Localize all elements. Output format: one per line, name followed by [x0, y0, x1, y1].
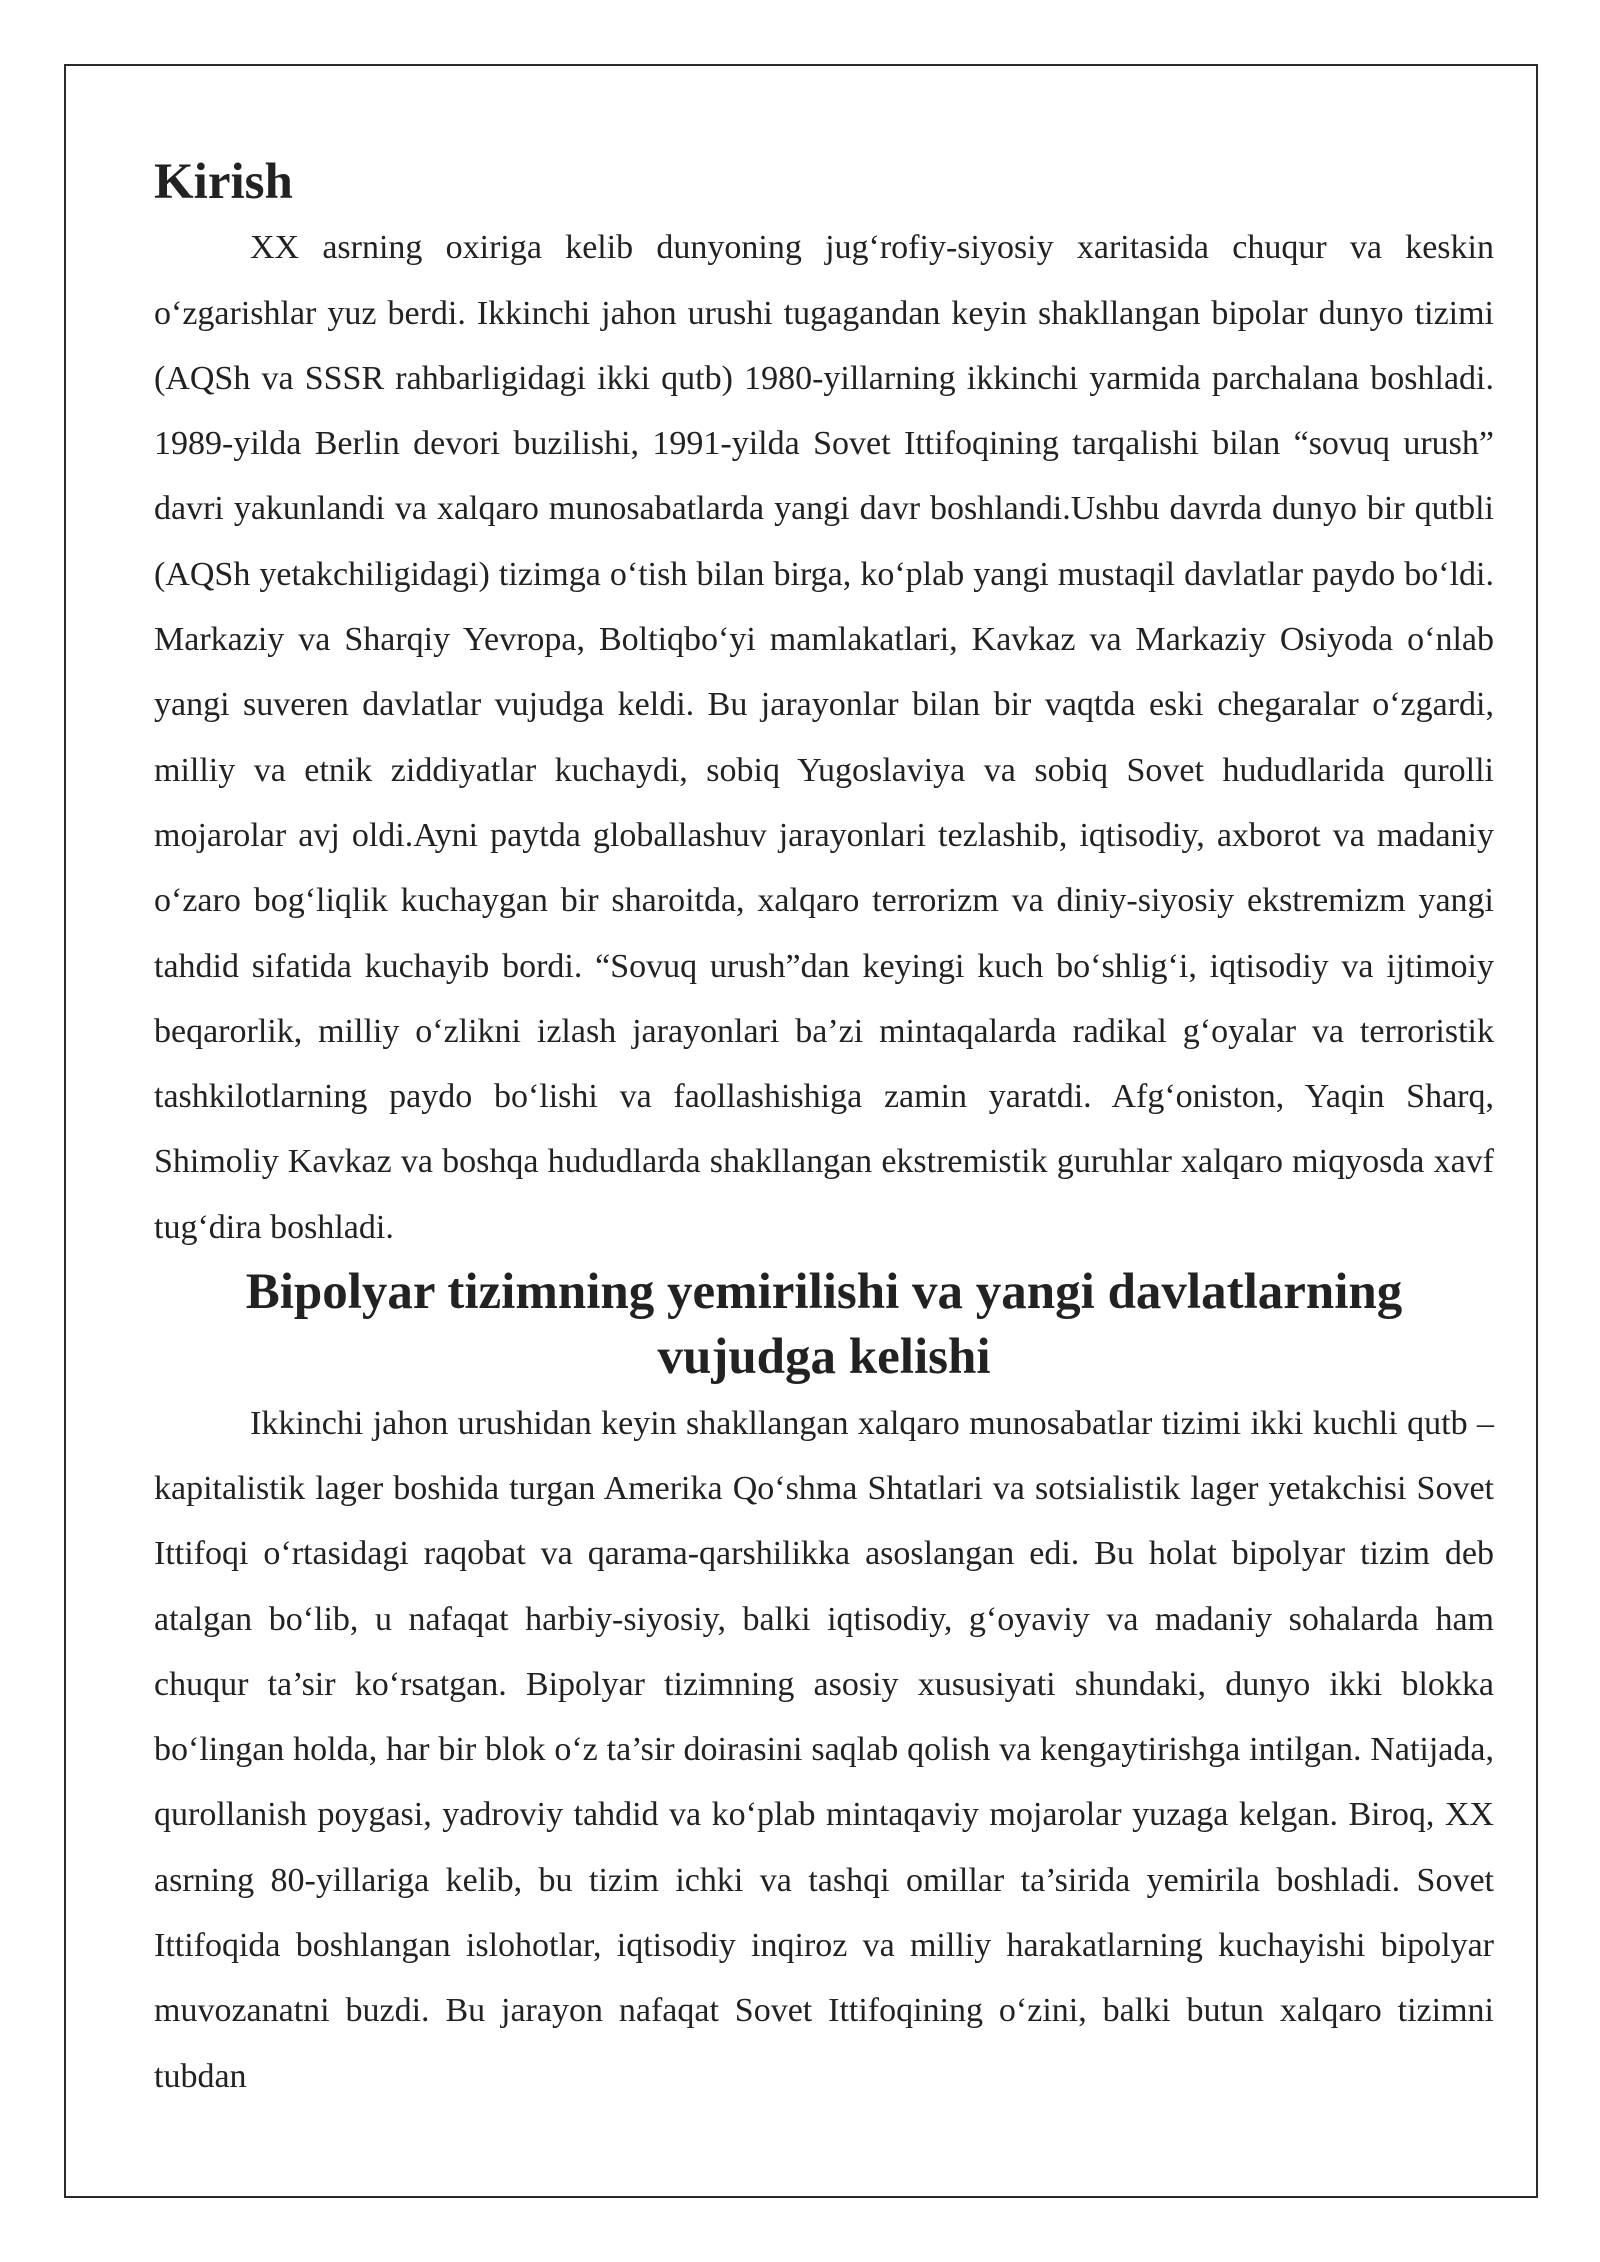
intro-paragraph: XX asrning oxiriga kelib dunyoning jug‘rofiy-siyosiy xaritasida chuqur va keskin o‘zgarishlar yuz berdi. Ikkinchi jahon urushi tugagandan keyin shakllangan bipolar dunyo tizimi (AQSh va SSSR rahbarligidagi ikki qutb) 1980-yillarning ikkinchi yarmida parchalana boshladi. 1989-yilda Berlin devori buzilishi, 1991-yilda Sovet Ittifoqining tarqalishi bilan “sovuq urush” davri yakunlandi va xalqaro munosabatlarda yangi davr boshlandi.Ushbu davrda dunyo bir qutbli (AQSh yetakchiligidagi) tizimga o‘tish bilan birga, ko‘plab yangi mustaqil davlatlar paydo bo‘ldi. Markaziy va Sharqiy Yevropa, Boltiqbo‘yi mamlakatlari, Kavkaz va Markaziy Osiyoda o‘nlab yangi suveren davlatlar vujudga keldi. Bu jarayonlar bilan bir vaqtda eski chegaralar o‘zgardi, milliy va etnik ziddiyatlar kuchaydi, sobiq Yugoslaviya va sobiq Sovet hududlarida qurolli mojarolar avj oldi.Ayni paytda globallashuv jarayonlari tezlashib, iqtisodiy, axborot va madaniy o‘zaro bog‘liqlik kuchaygan bir sharoitda, xalqaro terrorizm va diniy-siyosiy ekstremizm yangi tahdid sifatida kuchayib bordi. “Sovuq urush”dan keyingi kuch bo‘shlig‘i, iqtisodiy va ijtimoiy beqarorlik, milliy o‘zlikni izlash jarayonlari ba’zi mintaqalarda radikal g‘oyalar va terroristik tashkilotlarning paydo bo‘lishi va faollashishiga zamin yaratdi. Afg‘oniston, Yaqin Sharq, Shimoliy Kavkaz va boshqa hududlarda shakllangan ekstremistik guruhlar xalqaro miqyosda xavf tug‘dira boshladi.: [154, 229, 1494, 1246]
intro-heading: Kirish: [154, 154, 293, 210]
section-heading: Bipolyar tizimning yemirilishi va yangi davlatlarning vujudga kelishi: [245, 1264, 1403, 1386]
section-paragraph: Ikkinchi jahon urushidan keyin shakllangan xalqaro munosabatlar tizimi ikki kuchli qutb – kapitalistik lager boshida turgan Amerika Qo‘shma Shtatlari va sotsialistik lager yetakchisi Sovet Ittifoqi o‘rtasidagi raqobat va qarama-qarshilikka asoslangan edi. Bu holat bipolyar tizim deb atalgan bo‘lib, u nafaqat harbiy-siyosiy, balki iqtisodiy, g‘oyaviy va madaniy sohalarda ham chuqur ta’sir ko‘rsatgan. Bipolyar tizimning asosiy xususiyati shundaki, dunyo ikki blokka bo‘lingan holda, har bir blok o‘z ta’sir doirasini saqlab qolish va kengaytirishga intilgan. Natijada, qurollanish poygasi, yadroviy tahdid va ko‘plab mintaqaviy mojarolar yuzaga kelgan. Biroq, XX asrning 80-yillariga kelib, bu tizim ichki va tashqi omillar ta’sirida yemirila boshladi. Sovet Ittifoqida boshlangan islohotlar, iqtisodiy inqiroz va milliy harakatlarning kuchayishi bipolyar muvozanatni buzdi. Bu jarayon nafaqat Sovet Ittifoqining o‘zini, balki butun xalqaro tizimni tubdan: [154, 1404, 1494, 2095]
document-body: [154, 150, 1494, 2109]
